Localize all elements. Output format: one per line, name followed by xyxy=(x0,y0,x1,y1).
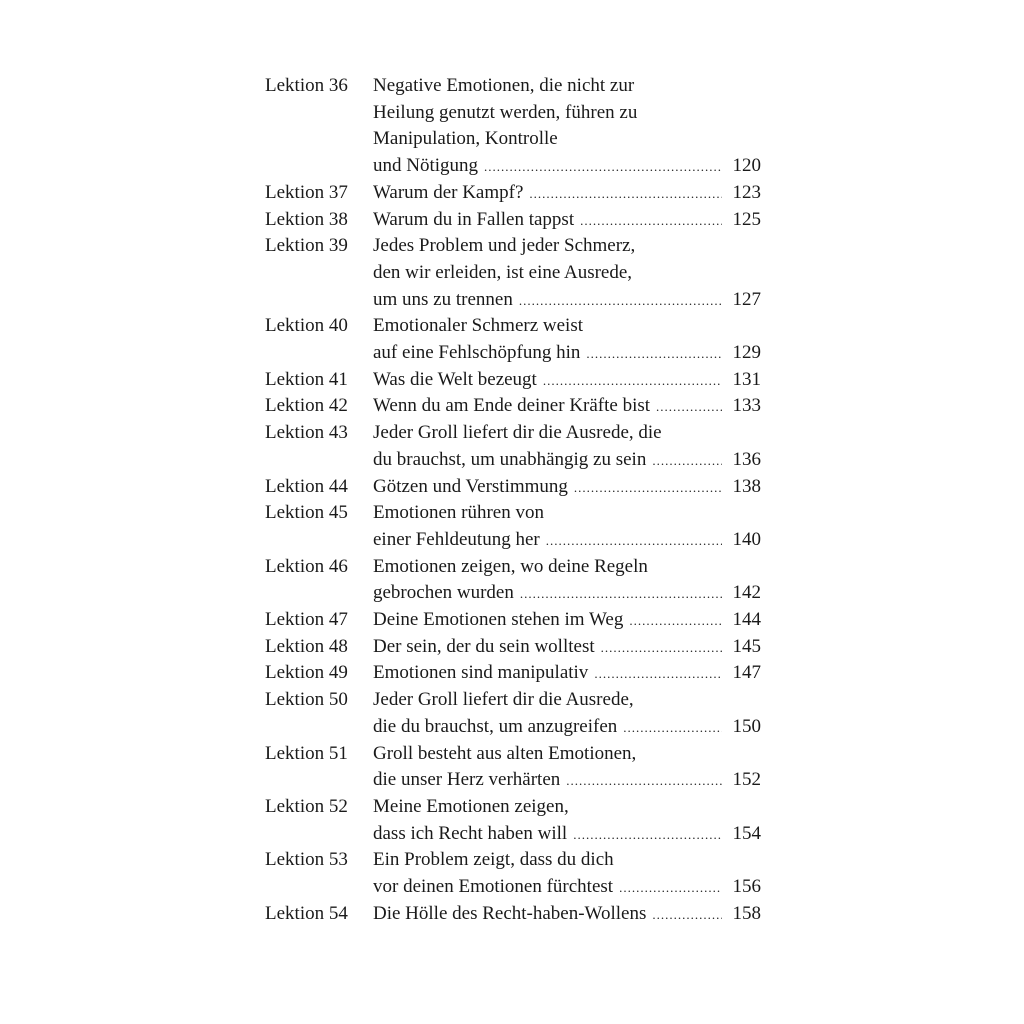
lesson-title xyxy=(373,794,761,847)
dot-leader xyxy=(519,288,722,308)
title-line: Negative Emotionen, die nicht zur xyxy=(373,75,635,96)
lesson-number: Lektion 52 xyxy=(265,795,348,817)
lesson-title xyxy=(373,660,761,687)
page-number: 127 xyxy=(732,288,761,310)
toc-entry xyxy=(265,313,761,366)
title-line: Deine Emotionen stehen im Weg xyxy=(373,609,624,631)
page-number: 133 xyxy=(732,395,761,417)
toc-entry xyxy=(265,233,761,313)
lesson-number: Lektion 43 xyxy=(265,422,348,444)
title-line: du brauchst, um unabhängig zu sein xyxy=(373,448,647,470)
lesson-title xyxy=(373,741,761,794)
toc-entry xyxy=(265,474,761,501)
dot-leader xyxy=(619,875,722,895)
title-line: den wir erleiden, ist eine Ausrede, xyxy=(373,261,633,283)
title-line: Heilung genutzt werden, führen zu xyxy=(373,101,638,123)
page-number: 136 xyxy=(732,448,761,470)
lesson-number: Lektion 48 xyxy=(265,635,348,657)
lesson-number: Lektion 44 xyxy=(265,475,348,497)
toc-entry xyxy=(265,367,761,394)
title-last-line xyxy=(373,714,761,741)
lesson-number: Lektion 50 xyxy=(265,689,348,711)
lesson-title xyxy=(373,313,761,366)
page-number: 147 xyxy=(732,662,761,684)
title-line: um uns zu trennen xyxy=(373,288,513,310)
lesson-title xyxy=(373,474,761,501)
page-number: 138 xyxy=(732,475,761,497)
title-line: Emotionen zeigen, wo deine Regeln xyxy=(373,555,648,577)
title-line: Jeder Groll liefert dir die Ausrede, xyxy=(373,689,634,711)
dot-leader xyxy=(629,608,722,628)
toc-entry xyxy=(265,660,761,687)
page-number: 150 xyxy=(732,715,761,737)
dot-leader xyxy=(484,154,722,174)
title-last-line xyxy=(373,821,761,848)
title-line: Meine Emotionen zeigen, xyxy=(373,795,569,817)
dot-leader xyxy=(601,635,722,655)
dot-leader xyxy=(580,208,722,228)
lesson-number: Lektion 51 xyxy=(265,742,348,764)
lesson-number: Lektion 53 xyxy=(265,849,348,871)
title-line: Emotionen sind manipulativ xyxy=(373,662,589,684)
page-number: 142 xyxy=(732,582,761,604)
dot-leader xyxy=(574,475,722,495)
dot-leader xyxy=(529,181,722,201)
page-number: 120 xyxy=(732,155,761,177)
title-line: Der sein, der du sein wolltest xyxy=(373,635,595,657)
lesson-number: Lektion 45 xyxy=(265,502,348,524)
title-last-line xyxy=(373,580,761,607)
title-line: Jedes Problem und jeder Schmerz, xyxy=(373,235,636,257)
title-line: auf eine Fehlschöpfung hin xyxy=(373,342,581,364)
lesson-title xyxy=(373,634,761,661)
lesson-title xyxy=(373,607,761,634)
title-last-line xyxy=(373,474,761,501)
toc-entry xyxy=(265,393,761,420)
dot-leader xyxy=(520,581,722,601)
lesson-title xyxy=(373,420,761,473)
title-last-line xyxy=(373,340,761,367)
lesson-title xyxy=(373,367,761,394)
page-number: 125 xyxy=(732,208,761,230)
dot-leader xyxy=(566,768,722,788)
dot-leader xyxy=(546,528,722,548)
page-number: 131 xyxy=(732,368,761,390)
lesson-number: Lektion 40 xyxy=(265,315,348,337)
title-line: die du brauchst, um anzugreifen xyxy=(373,715,618,737)
title-last-line xyxy=(373,607,761,634)
toc-entry xyxy=(265,420,761,473)
title-line: dass ich Recht haben will xyxy=(373,822,568,844)
toc-entry xyxy=(265,73,761,180)
table-of-contents xyxy=(265,73,761,928)
dot-leader xyxy=(594,661,722,681)
title-line: Ein Problem zeigt, dass du dich xyxy=(373,849,614,871)
title-line: Wenn du am Ende deiner Kräfte bist xyxy=(373,395,651,417)
lesson-number: Lektion 41 xyxy=(265,368,348,390)
title-last-line xyxy=(373,180,761,207)
lesson-title xyxy=(373,500,761,553)
title-line: Groll besteht aus alten Emotionen, xyxy=(373,742,637,764)
title-line: gebrochen wurden xyxy=(373,582,514,604)
title-last-line xyxy=(373,367,761,394)
lesson-number: Lektion 38 xyxy=(265,208,348,230)
toc-entry xyxy=(265,687,761,740)
lesson-number: Lektion 54 xyxy=(265,902,348,924)
title-last-line xyxy=(373,901,761,928)
toc-entry xyxy=(265,607,761,634)
title-line: Warum du in Fallen tappst xyxy=(373,208,575,230)
lesson-title xyxy=(373,207,761,234)
title-last-line xyxy=(373,767,761,794)
lesson-title xyxy=(373,847,761,900)
title-line: Jeder Groll liefert dir die Ausrede, die xyxy=(373,422,662,444)
lesson-title xyxy=(373,73,761,180)
lesson-number: Lektion 49 xyxy=(265,662,348,684)
lesson-number: Lektion 39 xyxy=(265,235,348,257)
lesson-title xyxy=(373,901,761,928)
lesson-number: Lektion 46 xyxy=(265,555,348,577)
dot-leader xyxy=(586,341,722,361)
title-line: Manipulation, Kontrolle xyxy=(373,128,558,150)
title-last-line xyxy=(373,287,761,314)
page-number: 158 xyxy=(732,902,761,924)
toc-entry xyxy=(265,847,761,900)
toc-entry xyxy=(265,500,761,553)
dot-leader xyxy=(652,448,722,468)
lesson-title xyxy=(373,554,761,607)
page-number: 123 xyxy=(732,181,761,203)
title-line: Warum der Kampf? xyxy=(373,181,524,203)
title-line: Die Hölle des Recht-haben-Wollens xyxy=(373,902,647,924)
title-last-line xyxy=(373,634,761,661)
toc-entry xyxy=(265,634,761,661)
title-line: vor deinen Emotionen fürchtest xyxy=(373,876,614,898)
toc-entry xyxy=(265,207,761,234)
page-number: 152 xyxy=(732,769,761,791)
title-last-line xyxy=(373,393,761,420)
page-number: 144 xyxy=(732,609,761,631)
title-line: einer Fehldeutung her xyxy=(373,528,540,550)
page-number: 156 xyxy=(732,876,761,898)
title-last-line xyxy=(373,527,761,554)
title-line: die unser Herz verhärten xyxy=(373,769,561,791)
title-last-line xyxy=(373,153,761,180)
toc-entry xyxy=(265,741,761,794)
dot-leader xyxy=(652,902,722,922)
toc-entry xyxy=(265,554,761,607)
title-line: und Nötigung xyxy=(373,155,479,177)
lesson-number: Lektion 37 xyxy=(265,181,348,203)
lesson-title xyxy=(373,180,761,207)
title-line: Emotionaler Schmerz weist xyxy=(373,315,583,337)
lesson-number: Lektion 36 xyxy=(265,75,348,96)
lesson-title xyxy=(373,233,761,313)
title-last-line xyxy=(373,660,761,687)
lesson-title xyxy=(373,393,761,420)
dot-leader xyxy=(543,368,722,388)
page-number: 129 xyxy=(732,342,761,364)
title-last-line xyxy=(373,874,761,901)
toc-entry xyxy=(265,901,761,928)
toc-entry xyxy=(265,180,761,207)
title-line: Was die Welt bezeugt xyxy=(373,368,537,390)
dot-leader xyxy=(656,394,722,414)
lesson-title xyxy=(373,687,761,740)
toc-entry xyxy=(265,794,761,847)
title-line: Emotionen rühren von xyxy=(373,502,544,524)
dot-leader xyxy=(573,822,722,842)
title-last-line xyxy=(373,447,761,474)
lesson-number: Lektion 47 xyxy=(265,609,348,631)
title-line: Götzen und Verstimmung xyxy=(373,475,568,497)
title-last-line xyxy=(373,207,761,234)
page-number: 145 xyxy=(732,635,761,657)
page-number: 154 xyxy=(732,822,761,844)
lesson-number: Lektion 42 xyxy=(265,395,348,417)
page-number: 140 xyxy=(732,528,761,550)
dot-leader xyxy=(623,715,722,735)
